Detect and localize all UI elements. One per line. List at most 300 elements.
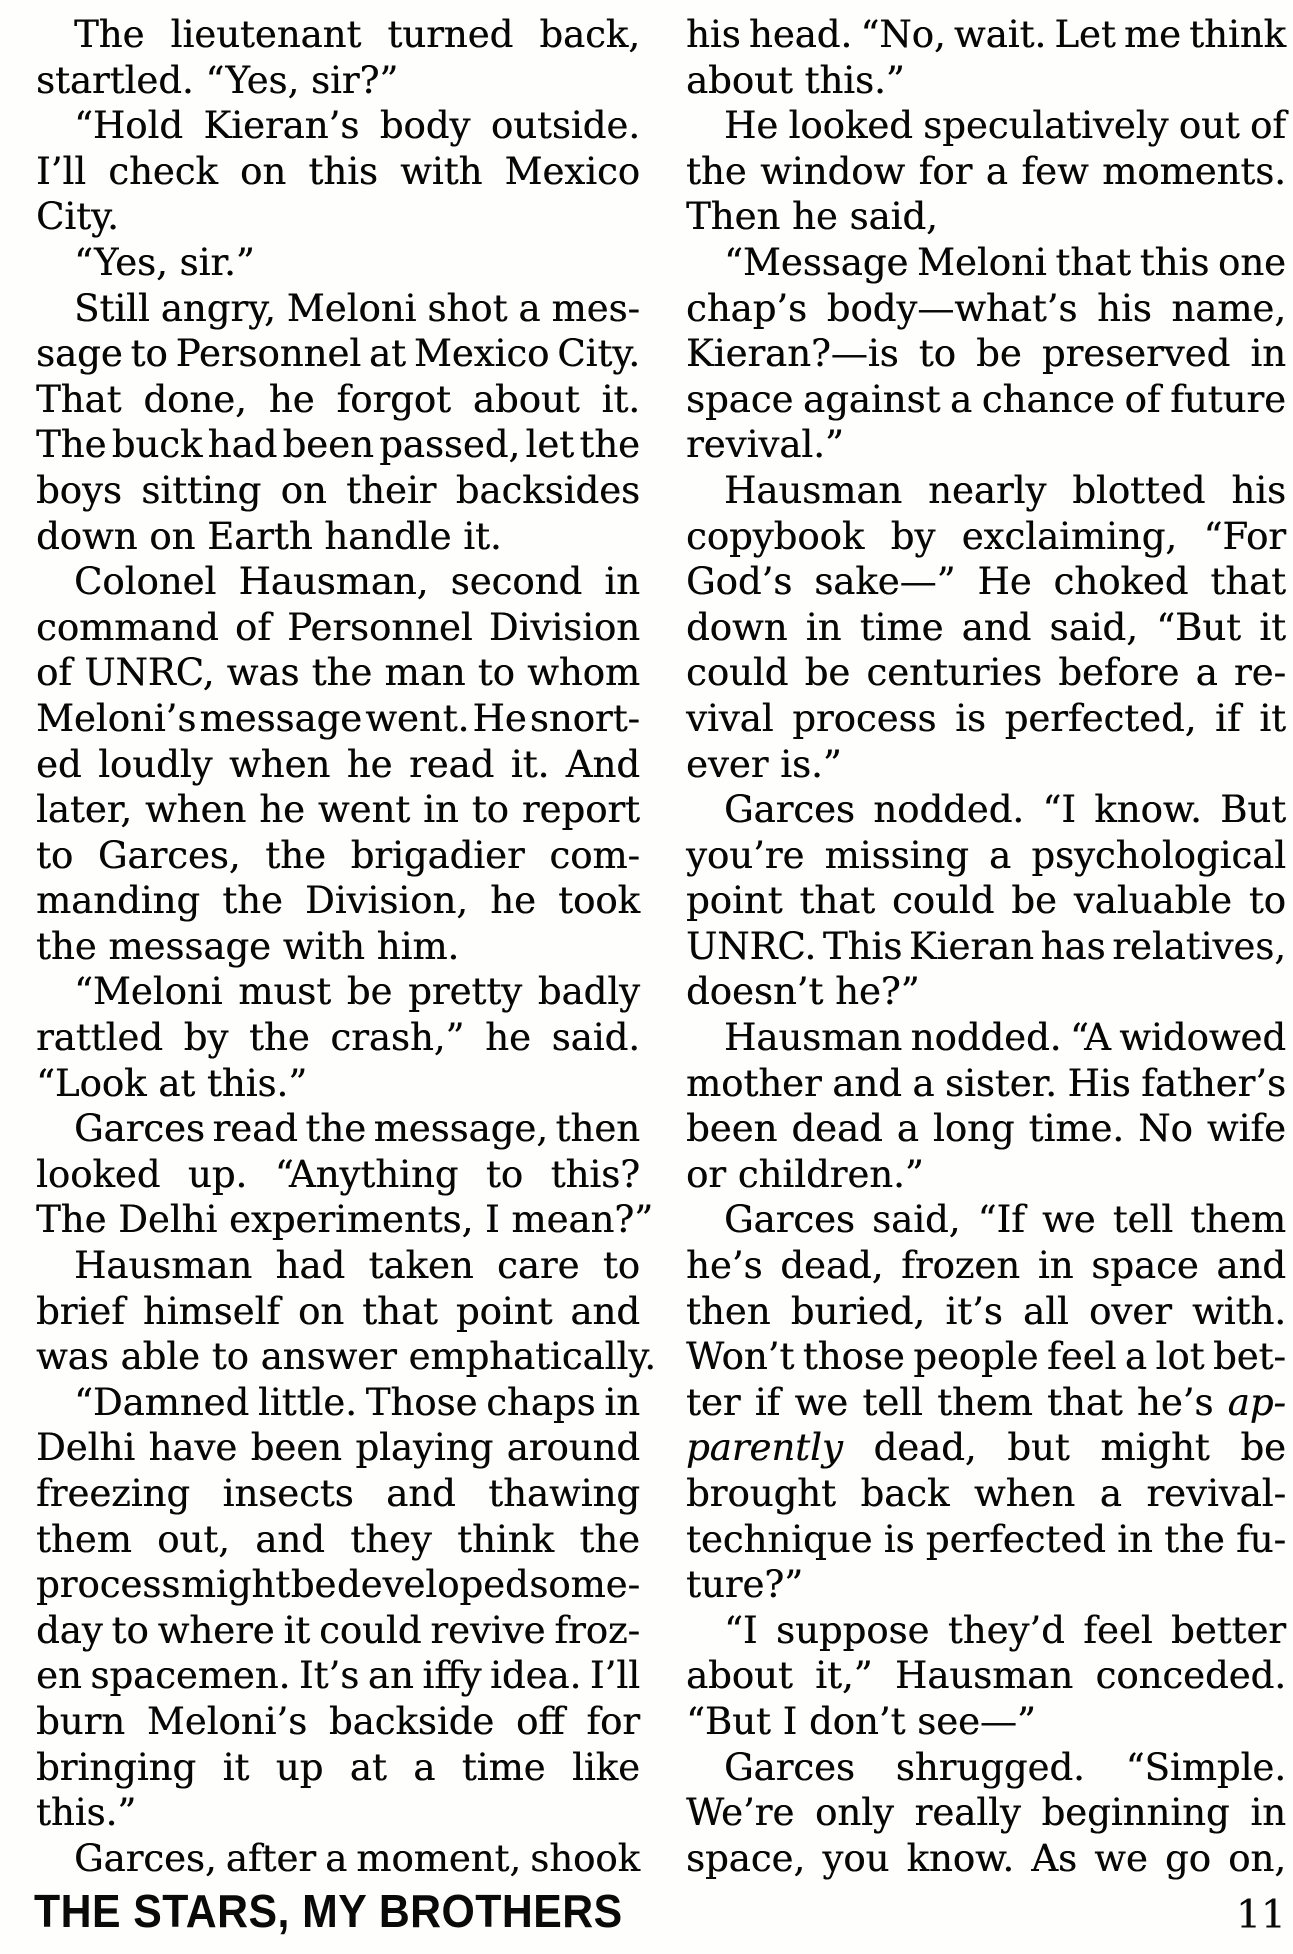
word: bet- xyxy=(1212,1335,1286,1379)
word: out, xyxy=(157,1517,230,1561)
text-run: the message with him. xyxy=(36,924,460,968)
word: Won’t xyxy=(686,1335,795,1379)
text-line xyxy=(36,1836,640,1882)
word: be xyxy=(976,332,1022,376)
word: but xyxy=(1007,1426,1070,1470)
word: feel xyxy=(1083,1608,1153,1652)
word: space, xyxy=(686,1836,806,1880)
word: Let xyxy=(1054,13,1116,56)
word: rattled xyxy=(36,1016,163,1060)
word: Hausman xyxy=(74,1244,253,1288)
word: backside xyxy=(328,1699,495,1743)
word: to xyxy=(130,332,168,376)
word: I’ll xyxy=(589,1654,640,1698)
word: people xyxy=(913,1335,1039,1379)
running-title: THE STARS, MY BROTHERS xyxy=(34,1885,623,1937)
word: better xyxy=(1171,1608,1286,1652)
text-line xyxy=(36,1152,640,1198)
text-line xyxy=(686,559,1286,605)
text-run: or children.” xyxy=(686,1152,924,1196)
text-line xyxy=(686,1152,1286,1198)
word: the xyxy=(579,1517,640,1561)
word: Kieran?—is xyxy=(686,332,899,376)
word: if xyxy=(754,1380,781,1424)
word: nodded. xyxy=(873,788,1025,832)
word: message xyxy=(199,696,363,740)
word: that xyxy=(799,879,876,923)
word: name, xyxy=(1171,286,1286,330)
text-line xyxy=(36,742,640,788)
text-line xyxy=(36,1517,640,1563)
word: himself xyxy=(142,1289,280,1333)
word: sake—” xyxy=(814,560,956,604)
word: report xyxy=(521,788,640,832)
word: Personnel xyxy=(175,332,362,376)
word: choked xyxy=(1053,560,1189,604)
word: one xyxy=(1217,240,1286,284)
word: widowed xyxy=(1119,1016,1286,1060)
word: moments. xyxy=(1102,149,1286,193)
word: “Anything xyxy=(274,1152,459,1196)
word: they’d xyxy=(947,1608,1065,1652)
word: No xyxy=(1138,1107,1193,1151)
word: process xyxy=(792,696,937,740)
word: psychological xyxy=(1031,833,1286,877)
word: Colonel xyxy=(74,560,217,604)
word: a xyxy=(896,1107,919,1151)
word: looked xyxy=(788,104,913,148)
word: them xyxy=(937,1380,1033,1424)
text-line xyxy=(36,1562,640,1608)
word: in xyxy=(1117,1517,1153,1561)
text-line xyxy=(36,1334,656,1380)
text-line xyxy=(686,605,1286,651)
word: the xyxy=(249,1016,310,1060)
word: up xyxy=(275,1745,324,1789)
word: read xyxy=(408,742,495,786)
word: little. xyxy=(257,1380,357,1424)
word: read xyxy=(212,1107,298,1151)
word: have xyxy=(148,1426,238,1470)
word: suppose xyxy=(776,1608,930,1652)
word: Meloni’s xyxy=(36,696,197,740)
text-line xyxy=(686,878,1286,924)
text-line xyxy=(686,1836,1286,1882)
text-line xyxy=(36,286,640,332)
text-run: City. xyxy=(36,195,119,239)
word: “Damned xyxy=(74,1380,250,1424)
word: at xyxy=(369,332,406,376)
word: He xyxy=(472,696,527,740)
word: a xyxy=(912,1061,935,1105)
word: Those xyxy=(365,1380,478,1424)
word: That xyxy=(36,377,122,421)
word: to xyxy=(1248,879,1286,923)
word: must xyxy=(238,970,332,1014)
word: and xyxy=(1216,1244,1286,1288)
word: of xyxy=(1250,104,1286,148)
word: it xyxy=(1259,696,1286,740)
word: it xyxy=(283,1608,311,1652)
text-line xyxy=(36,1197,654,1243)
word: by xyxy=(890,514,936,558)
word: But xyxy=(1220,788,1286,832)
word: for xyxy=(586,1699,640,1743)
word: he xyxy=(268,377,315,421)
text-line xyxy=(686,833,1286,879)
text-line xyxy=(36,468,640,514)
text-line xyxy=(686,1197,1286,1243)
word: chaps xyxy=(486,1380,596,1424)
word: up. xyxy=(187,1152,248,1196)
text-line xyxy=(686,1745,1286,1791)
word: revive xyxy=(430,1608,546,1652)
word: after xyxy=(225,1836,316,1880)
text-line xyxy=(36,194,640,240)
word: could xyxy=(891,879,995,923)
word: he’s xyxy=(686,1244,763,1288)
word: en xyxy=(36,1654,82,1698)
text-line xyxy=(686,422,1286,468)
word: future xyxy=(1170,377,1286,421)
word: a xyxy=(413,1745,436,1789)
text-run: ever is.” xyxy=(686,742,842,786)
word: lot xyxy=(1155,1335,1205,1379)
word: nodded. xyxy=(910,1016,1062,1060)
text-run: “Look at this.” xyxy=(36,1061,308,1105)
word: Garces xyxy=(724,788,855,832)
word: the xyxy=(305,1107,367,1151)
text-line xyxy=(36,1243,640,1289)
word: with xyxy=(400,149,483,193)
word: idea. xyxy=(490,1654,582,1698)
word: check xyxy=(108,149,218,193)
text-line xyxy=(36,1471,640,1517)
text-line xyxy=(686,1790,1286,1836)
word: freezing xyxy=(36,1472,191,1515)
word: we xyxy=(794,1380,849,1424)
word: a xyxy=(989,833,1012,877)
word: looked xyxy=(36,1152,161,1196)
text-line xyxy=(686,1562,1286,1608)
text-line xyxy=(686,1243,1286,1289)
word: process xyxy=(36,1563,181,1607)
word: wait. xyxy=(953,13,1047,56)
word: know. xyxy=(1094,788,1202,832)
word: dead, xyxy=(873,1426,977,1470)
word: time xyxy=(461,1745,546,1789)
word: the xyxy=(222,879,283,923)
word: beginning xyxy=(1041,1791,1230,1835)
word: really xyxy=(914,1791,1021,1835)
text-line xyxy=(36,1380,640,1426)
word: second xyxy=(450,560,583,604)
word: chance xyxy=(981,377,1115,421)
word: know. xyxy=(906,1836,1015,1880)
word: it xyxy=(222,1745,250,1789)
word: space xyxy=(1091,1244,1199,1288)
word: This xyxy=(822,924,903,968)
word: mother xyxy=(686,1061,822,1105)
text-run: revival.” xyxy=(686,423,844,467)
word: it’s xyxy=(945,1289,1003,1333)
word: that xyxy=(1047,1380,1123,1424)
text-run: “But I don’t see—” xyxy=(686,1699,1036,1743)
word: “But xyxy=(1156,605,1241,649)
word: blotted xyxy=(1072,468,1206,512)
word: passed, xyxy=(379,423,521,467)
word: them xyxy=(36,1517,132,1561)
word: he xyxy=(490,879,536,923)
word: them xyxy=(1190,1198,1286,1242)
text-columns xyxy=(36,12,1286,1881)
word: and xyxy=(255,1517,325,1561)
word: Garces xyxy=(74,1107,205,1151)
word: been xyxy=(250,1426,342,1470)
word: chap’s xyxy=(686,286,808,330)
text-line xyxy=(686,1425,1286,1471)
word: this? xyxy=(550,1152,640,1196)
word: when xyxy=(228,742,331,786)
word: outside. xyxy=(490,104,640,148)
word: Hausman, xyxy=(238,560,429,604)
word: it. xyxy=(601,377,640,421)
word: you’re xyxy=(686,833,805,877)
word: of xyxy=(1124,377,1161,421)
word: centuries xyxy=(866,651,1042,695)
word: message, xyxy=(373,1107,548,1151)
text-line xyxy=(686,924,1286,970)
word: taken xyxy=(368,1244,474,1288)
word: Mexico xyxy=(504,149,640,193)
word: copybook xyxy=(686,514,865,558)
text-line xyxy=(36,422,640,468)
word: angry, xyxy=(160,286,276,330)
word: before xyxy=(1058,651,1180,695)
word: wife xyxy=(1206,1107,1286,1151)
word: to xyxy=(111,1608,149,1652)
word: go xyxy=(1164,1836,1211,1880)
word: said. xyxy=(551,1016,640,1060)
text-line xyxy=(36,514,640,560)
word: Mexico xyxy=(413,332,550,376)
word: later, xyxy=(36,788,133,832)
word: “Message xyxy=(724,240,909,284)
word: The xyxy=(74,13,145,56)
word: Hausman xyxy=(894,1654,1074,1698)
text-line xyxy=(686,650,1286,696)
word: space xyxy=(686,377,794,421)
text-line xyxy=(36,1106,640,1152)
word: City. xyxy=(557,332,640,376)
word: been xyxy=(282,423,374,467)
word: let xyxy=(525,423,575,467)
text-line xyxy=(686,377,1286,423)
word: conceded. xyxy=(1095,1654,1286,1698)
word: went xyxy=(317,788,411,832)
word: the xyxy=(311,651,373,695)
word: shot xyxy=(427,286,508,330)
text-line xyxy=(36,1608,640,1654)
text-line xyxy=(686,12,1286,58)
word: body—what’s xyxy=(826,286,1078,330)
word: time. xyxy=(1028,1107,1125,1151)
right-column xyxy=(686,12,1286,1881)
word: UNRC, xyxy=(84,651,215,695)
word: dead xyxy=(791,1107,883,1151)
word: Hausman xyxy=(724,1016,903,1060)
word: The xyxy=(36,423,107,467)
word: And xyxy=(565,742,640,786)
word: “Meloni xyxy=(74,970,223,1014)
word: sitting xyxy=(141,468,262,512)
word: Meloni xyxy=(917,240,1047,284)
word: be xyxy=(290,1563,337,1607)
word: and xyxy=(832,1061,902,1105)
word: for xyxy=(918,149,973,193)
text-line xyxy=(686,1289,1286,1335)
word: head. xyxy=(748,13,853,56)
word: it. xyxy=(510,742,550,786)
text-line xyxy=(36,377,640,423)
word: ter xyxy=(686,1380,741,1424)
word: against xyxy=(803,377,941,421)
word: a xyxy=(1124,1335,1147,1379)
word: Hausman xyxy=(724,468,903,512)
text-line xyxy=(36,240,640,286)
text-line xyxy=(36,1015,640,1061)
word: Still xyxy=(74,286,150,330)
text-line xyxy=(36,559,640,605)
word: Division xyxy=(488,605,640,649)
word: badly xyxy=(537,970,640,1014)
text-line xyxy=(686,1517,1286,1563)
word: Garces xyxy=(724,1198,855,1242)
word: parently xyxy=(686,1426,843,1470)
text-line xyxy=(686,742,1286,788)
word: in xyxy=(604,560,640,604)
text-line xyxy=(686,1061,1286,1107)
word: spacemen. xyxy=(90,1654,291,1698)
word: be xyxy=(804,651,851,695)
word: back, xyxy=(539,13,640,56)
word: think xyxy=(457,1517,554,1561)
word: on xyxy=(240,149,287,193)
text-line xyxy=(686,696,1286,742)
word: be xyxy=(1011,879,1057,923)
word: Personnel xyxy=(287,605,473,649)
word: he xyxy=(346,742,393,786)
word: this xyxy=(308,149,378,193)
word: some- xyxy=(529,1563,640,1607)
word: care xyxy=(497,1244,580,1288)
text-run: about this.” xyxy=(686,58,905,102)
text-line xyxy=(36,650,640,696)
word: in xyxy=(1250,1791,1286,1835)
word: God’s xyxy=(686,560,793,604)
word: We’re xyxy=(686,1791,795,1835)
word: tell xyxy=(862,1380,923,1424)
word: re- xyxy=(1233,651,1286,695)
text-line xyxy=(686,1334,1286,1380)
word: moment, xyxy=(356,1836,522,1880)
text-line xyxy=(686,1380,1286,1426)
text-line xyxy=(686,468,1286,514)
word: shook xyxy=(530,1836,640,1880)
text-run: this.” xyxy=(36,1791,137,1835)
word: a xyxy=(1099,1472,1122,1515)
text-line xyxy=(686,969,1286,1015)
word: few xyxy=(1021,149,1089,193)
text-line xyxy=(686,1699,1286,1745)
word: iffy xyxy=(422,1654,482,1698)
word: bringing xyxy=(36,1745,197,1789)
word: He xyxy=(724,104,779,148)
word: frozen xyxy=(901,1244,1021,1288)
word: had xyxy=(275,1244,346,1288)
word: developed xyxy=(336,1563,529,1607)
word: to xyxy=(918,332,956,376)
text-line xyxy=(686,1653,1286,1699)
word: his xyxy=(1097,286,1152,330)
word: could xyxy=(686,651,789,695)
text-line xyxy=(36,1289,640,1335)
word: me xyxy=(1123,13,1181,56)
word: Meloni xyxy=(286,286,417,330)
word: has xyxy=(1040,924,1106,968)
word: at xyxy=(349,1745,387,1789)
word: an xyxy=(367,1654,414,1698)
word: backsides xyxy=(455,468,640,512)
text-line xyxy=(36,103,640,149)
text-run: startled. “Yes, sir?” xyxy=(36,58,399,102)
text-line xyxy=(36,878,640,924)
text-run: down on Earth handle it. xyxy=(36,514,502,558)
word: over xyxy=(1089,1289,1172,1333)
word: off xyxy=(515,1699,565,1743)
word: “I xyxy=(1042,788,1076,832)
word: went. xyxy=(365,696,470,740)
text-line xyxy=(36,1790,640,1836)
word: he xyxy=(485,1016,531,1060)
word: “No, xyxy=(860,13,946,56)
word: it,” xyxy=(815,1654,873,1698)
word: relatives, xyxy=(1112,924,1286,968)
word: snort- xyxy=(529,696,640,740)
word: boys xyxy=(36,468,122,512)
word: froz- xyxy=(554,1608,640,1652)
word: be xyxy=(1240,1426,1286,1470)
text-run: Then he said, xyxy=(686,195,938,239)
word: where xyxy=(157,1608,275,1652)
word: down xyxy=(686,605,788,649)
word: Division, xyxy=(305,879,468,923)
word: in xyxy=(805,605,842,649)
word: I’ll xyxy=(36,149,87,193)
text-line xyxy=(36,1425,640,1471)
word: when xyxy=(973,1472,1076,1515)
word: perfected, xyxy=(1004,696,1197,740)
word: only xyxy=(814,1791,894,1835)
word: you xyxy=(822,1836,890,1880)
word: body xyxy=(379,104,471,148)
word: burn xyxy=(36,1699,126,1743)
word: a xyxy=(1195,651,1218,695)
word: to xyxy=(477,651,515,695)
text-line xyxy=(36,924,640,970)
word: in xyxy=(604,1380,640,1424)
text-line xyxy=(36,1061,640,1107)
